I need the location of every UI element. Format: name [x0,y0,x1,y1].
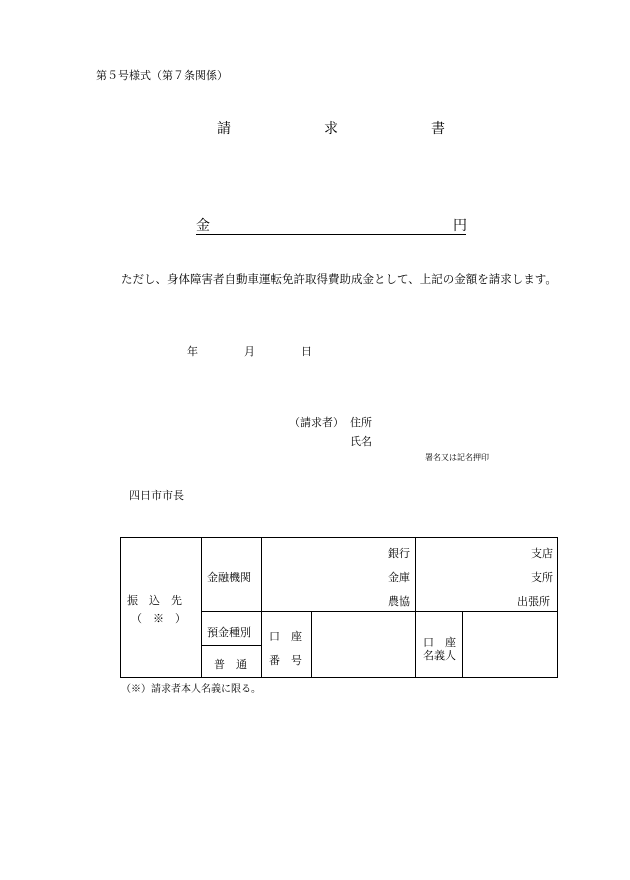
form-number: 第５号様式（第７条関係） [96,69,228,82]
transfer-label: 振 込 先 [127,594,182,607]
transfer-note: （ ※ ） [131,612,186,625]
account-number-label-1: 口 座 [269,630,302,643]
bank-type-shinkin: 金庫 [388,571,410,584]
title-char-3: 書 [431,121,445,137]
deposit-type-value: 普 通 [214,658,247,671]
bank-transfer-table [120,537,558,678]
footnote: （※）請求者本人名義に限る。 [121,684,261,695]
branch-type-branch: 支店 [531,547,553,560]
branch-type-outlet: 出張所 [517,595,550,608]
signature-note: 署名又は記名押印 [425,453,489,462]
amount-suffix: 円 [453,218,467,234]
title-char-2: 求 [324,121,338,137]
claimant-label: （請求者） [289,416,344,429]
purpose-text: ただし、身体障害者自動車運転免許取得費助成金として、上記の金額を請求します。 [121,272,557,286]
amount-field[interactable] [196,216,466,235]
date-year-label: 年 [187,345,198,358]
address-label: 住所 [350,416,372,429]
name-label: 氏名 [350,435,372,448]
account-holder-label-2: 名義人 [423,649,456,662]
date-day-label: 日 [301,345,312,358]
table-divider [201,538,202,677]
date-month-label: 月 [244,345,255,358]
title-char-1: 請 [217,121,231,137]
account-holder-field[interactable] [463,612,558,677]
table-divider [201,645,261,646]
bank-type-bank: 銀行 [388,547,410,560]
addressee: 四日市市長 [129,489,184,502]
deposit-type-label: 預金種別 [207,626,251,639]
table-divider [415,611,416,677]
institution-label: 金融機関 [207,571,251,584]
bank-type-nokyo: 農協 [388,595,410,608]
branch-type-office: 支所 [531,571,553,584]
account-number-field[interactable] [312,612,415,677]
account-number-label-2: 番 号 [269,654,302,667]
account-holder-label-1: 口 座 [423,636,456,649]
amount-prefix: 金 [196,218,210,234]
